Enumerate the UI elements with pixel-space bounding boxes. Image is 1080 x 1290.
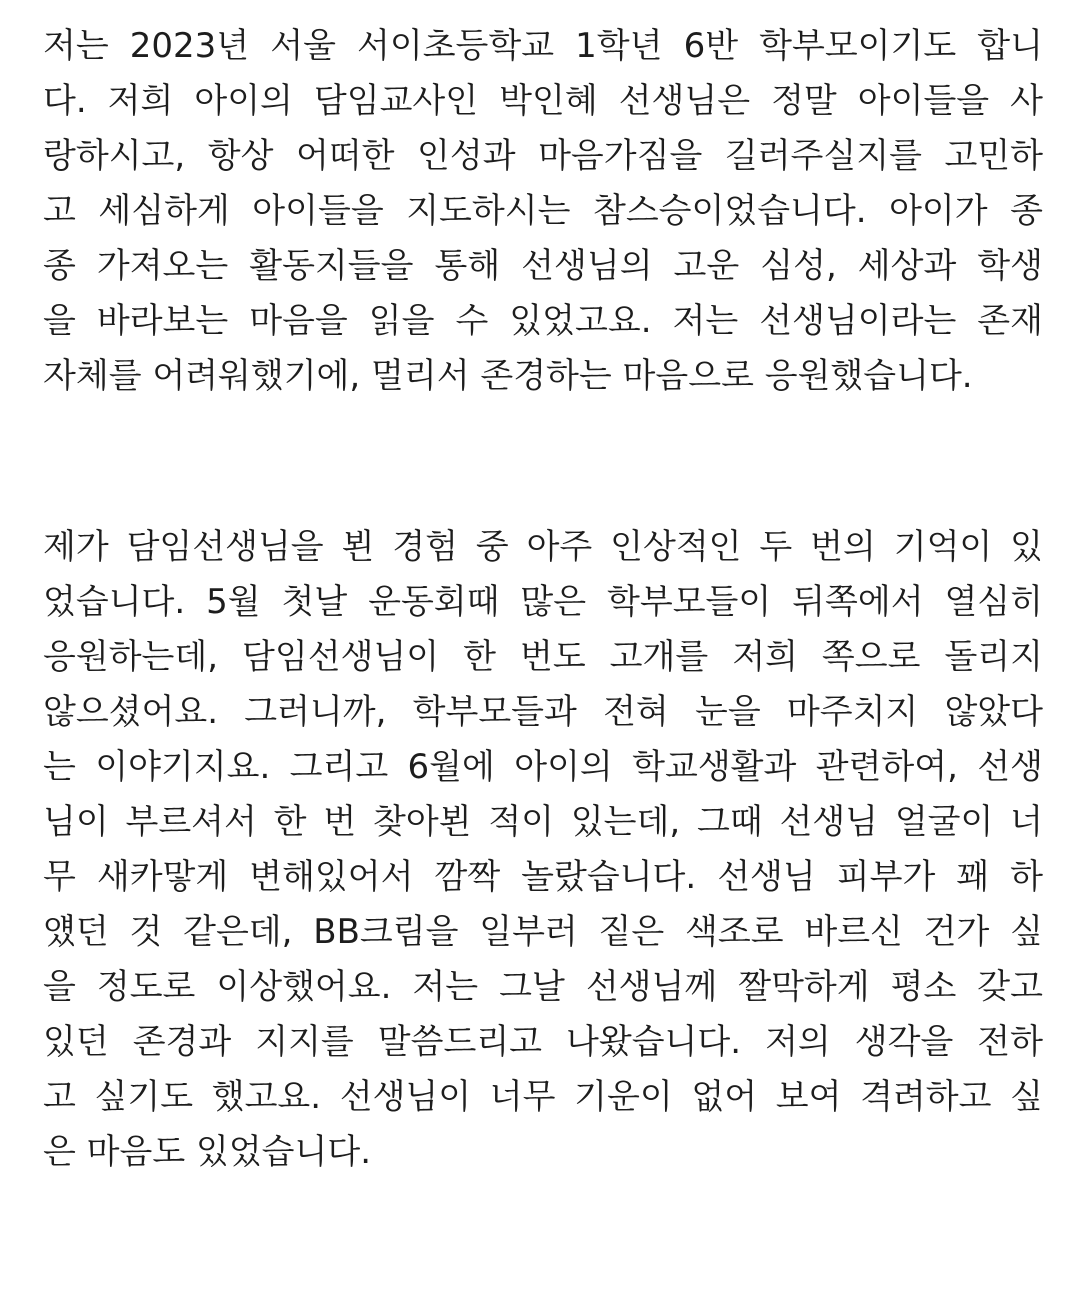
text-line: 종 가져오는 활동지들을 통해 선생님의 고운 심성, 세상과 학생 [43,246,1043,286]
text-line: 었습니다. 5월 첫날 운동회때 많은 학부모들이 뒤쪽에서 열심히 [43,582,1043,622]
text-line: 않으셨어요. 그러니까, 학부모들과 전혀 눈을 마주치지 않았다 [43,692,1043,732]
text-line: 응원하는데, 담임선생님이 한 번도 고개를 저희 쪽으로 돌리지 [43,637,1043,677]
text-line: 을 정도로 이상했어요. 저는 그날 선생님께 짤막하게 평소 갖고 [43,967,1043,1007]
text-line: 을 바라보는 마음을 읽을 수 있었고요. 저는 선생님이라는 존재 [43,301,1043,341]
text-line: 다. 저희 아이의 담임교사인 박인혜 선생님은 정말 아이들을 사 [43,81,1043,121]
text-line: 님이 부르셔서 한 번 찾아뵌 적이 있는데, 그때 선생님 얼굴이 너 [43,802,1043,842]
text-line: 고 싶기도 했고요. 선생님이 너무 기운이 없어 보여 격려하고 싶 [43,1077,1043,1117]
text-line: 저는 2023년 서울 서이초등학교 1학년 6반 학부모이기도 합니 [43,26,1043,66]
text-line: 있던 존경과 지지를 말씀드리고 나왔습니다. 저의 생각을 전하 [43,1022,1043,1062]
paragraph-1 [43,19,1043,404]
text-line: 고 세심하게 아이들을 지도하시는 참스승이었습니다. 아이가 종 [43,191,1043,231]
text-line: 랑하시고, 항상 어떠한 인성과 마음가짐을 길러주실지를 고민하 [43,136,1043,176]
text-line: 자체를 어려워했기에, 멀리서 존경하는 마음으로 응원했습니다. [43,356,973,396]
paragraph-2 [43,520,1043,1180]
text-line: 얬던 것 같은데, BB크림을 일부러 짙은 색조로 바르신 건가 싶 [43,912,1043,952]
text-line: 은 마음도 있었습니다. [43,1132,372,1172]
text-line: 는 이야기지요. 그리고 6월에 아이의 학교생활과 관련하여, 선생 [43,747,1043,787]
text-line: 무 새카맣게 변해있어서 깜짝 놀랐습니다. 선생님 피부가 꽤 하 [43,857,1043,897]
text-line: 제가 담임선생님을 뵌 경험 중 아주 인상적인 두 번의 기억이 있 [43,527,1043,567]
